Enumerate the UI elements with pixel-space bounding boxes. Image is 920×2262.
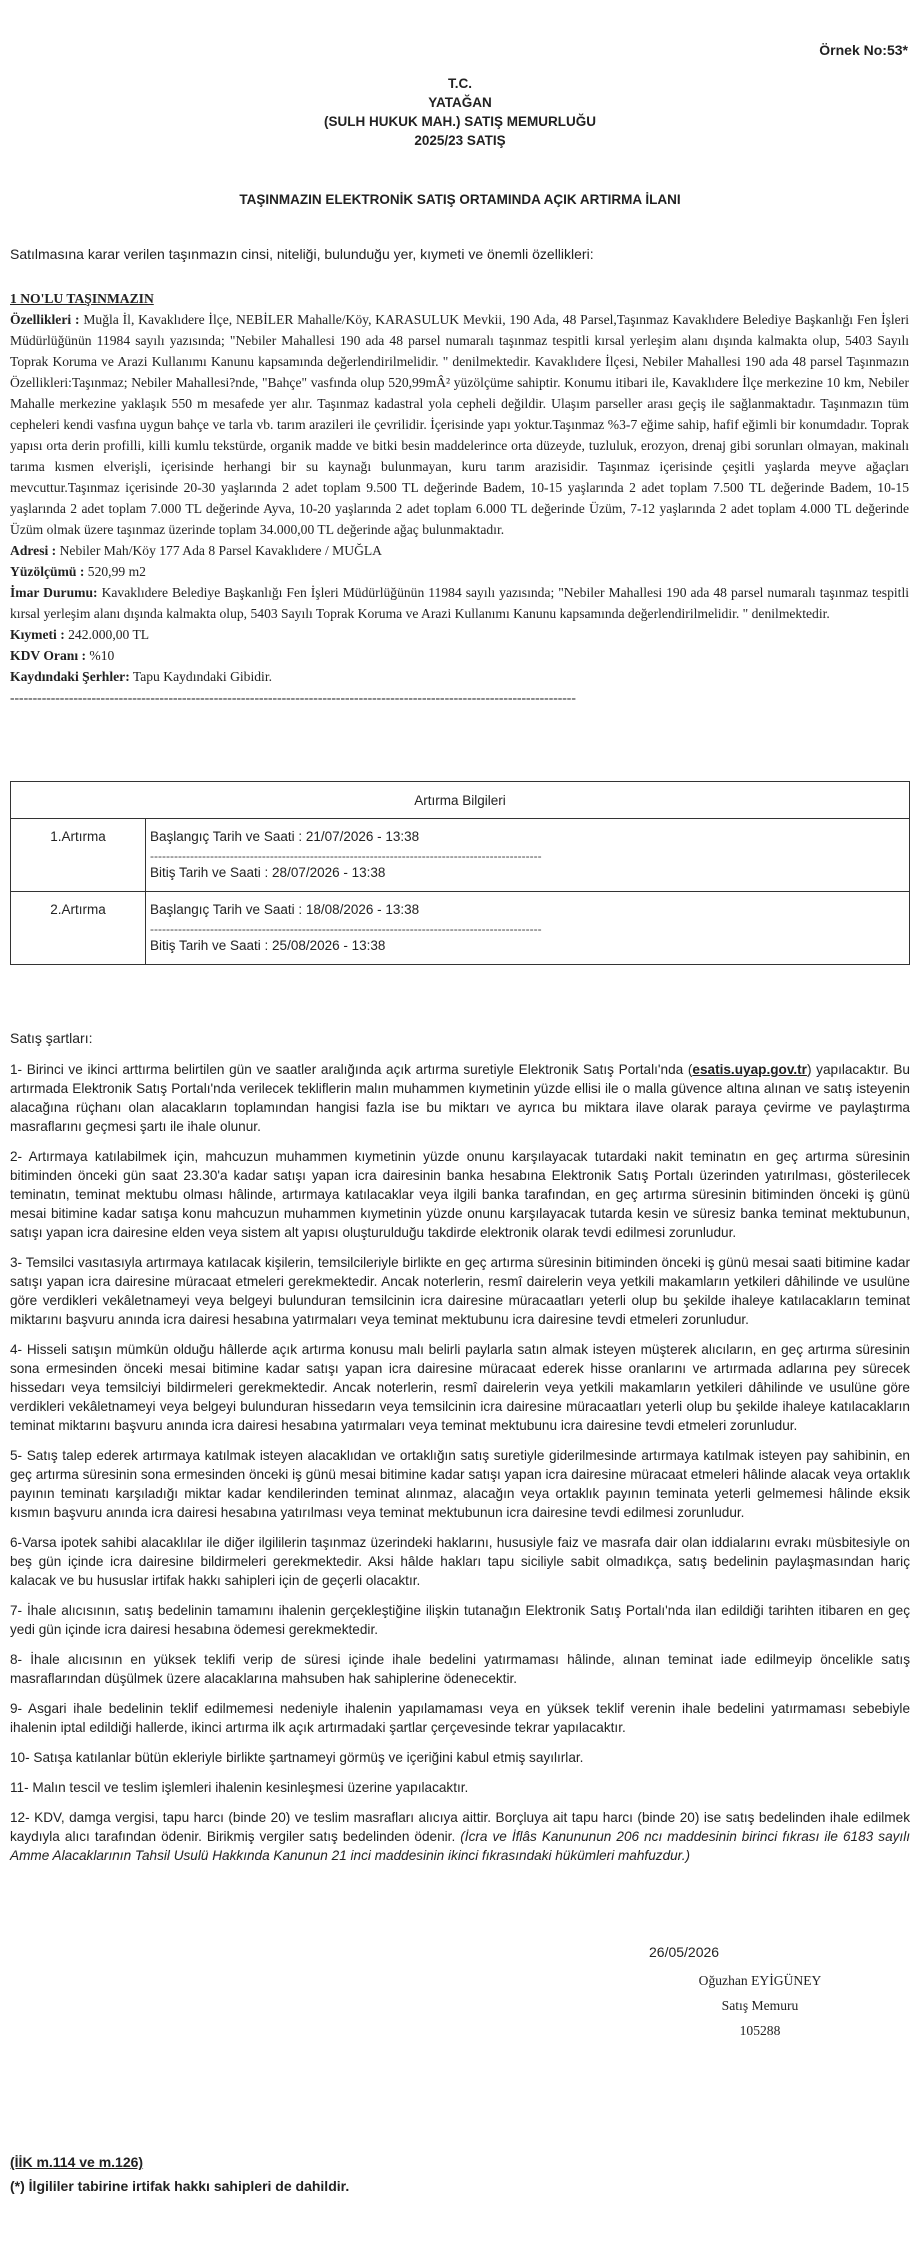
zoning-text: Kavaklıdere Belediye Başkanlığı Fen İşleri Müdürlüğünün 11984 sayılı yazısında; "Nebiler Mahallesi 190 ada 48 parsel numaralı taşınmaz tespitli kırsal yerleşim alanı dışında kalmakta olup, 5403 Sayılı Toprak Koruma ve Arazi Kullanımı Kanunu kapsamında değerlendirilmelidir. " denilmektedir. — [10, 585, 909, 621]
header-office: (SULH HUKUK MAH.) SATIŞ MEMURLUĞU — [324, 114, 596, 129]
announcement-title: TAŞINMAZIN ELEKTRONİK SATIŞ ORTAMINDA AÇIK ARTIRMA İLANI — [239, 192, 681, 207]
officer-id: 105288 — [739, 2023, 781, 2038]
auction-row-separator: -------------------------------------------------------------------------------------------------- — [150, 922, 542, 936]
property-value — [10, 624, 909, 645]
address-text: Nebiler Mah/Köy 177 Ada 8 Parsel Kavaklıdere / MUĞLA — [56, 543, 383, 558]
condition-12-legal-note: (İcra ve İflâs Kanununun 206 ncı maddesinin birinci fıkrası ile 6183 sayılı Amme Alacaklarının Tahsil Usulü Hakkında Kanunun 21 inci maddesinin ikinci fıkrasındaki hükümleri mahfuzdur.) — [10, 1829, 910, 1863]
auction-end-datetime: Bitiş Tarih ve Saati : 25/08/2026 - 13:38 — [150, 938, 386, 953]
sale-conditions-title: Satış şartları: — [10, 1030, 93, 1046]
condition-item — [10, 1060, 910, 1136]
auction-round-name: 2.Artırma — [11, 892, 146, 965]
property-annotations — [10, 666, 909, 687]
property-zoning — [10, 582, 909, 624]
property-features — [10, 309, 909, 540]
condition-item: 7- İhale alıcısının, satış bedelinin tamamını ihalenin gerçekleştiğine ilişkin tutanağın Elektronik Satış Portalı'nda ilan edildiği tarihten itibaren en geç yedi gün içinde icra dairesi hesabına ödemesi gerekmektedir. — [10, 1603, 910, 1637]
area-text: 520,99 m2 — [84, 564, 146, 579]
condition-1-text: 1- Birinci ve ikinci arttırma belirtilen gün ve saatler aralığında açık artırma suretiyle Elektronik Satış Portalı'nda ( — [10, 1062, 693, 1077]
header-city: YATAĞAN — [428, 95, 492, 110]
property-details — [10, 288, 909, 708]
annotations-text: Tapu Kaydındaki Gibidir. — [129, 669, 272, 684]
header-tc: T.C. — [447, 76, 472, 91]
zoning-label: İmar Durumu: — [10, 585, 98, 600]
auction-info-table — [10, 781, 910, 965]
header-file-number: 2025/23 SATIŞ — [414, 133, 506, 148]
auction-row-separator: -------------------------------------------------------------------------------------------------- — [150, 849, 542, 863]
features-text: Muğla İl, Kavaklıdere İlçe, NEBİLER Mahalle/Köy, KARASULUK Mevkii, 190 Ada, 48 Parsel,Taşınmaz Kavaklıdere Belediye Başkanlığı Fen İşleri Müdürlüğünün 11984 sayılı yazısında; "Nebiler Mahallesi 190 ada 48 parsel numaralı taşınmaz tespitli kırsal yerleşim alanı dışında kalmakta olup, 5403 Sayılı Toprak Koruma ve Arazi Kullanımı Kanunu kapsamında değerlendirilmelidir. " denilmektedir. Kavaklıdere İlçesi, Nebiler Mahallesi 190 ada 48 parsel Taşınmazın Özellikleri:Taşınmaz; Nebiler Mahallesi?nde, "Bahçe" vasfında olup 520,99mÂ² yüzölçüme sahiptir. Konumu itibari ile, Kavaklıdere İlçe merkezine 10 km, Nebiler Mahalle merkezine yaklaşık 550 m mesafede yer alır. Taşınmaz kadastral yola cepheli değildir. Ulaşım parseller arası geçiş ile sağlanmaktadır. Taşınmazın tüm cepheleri kendi vasfına uygun bahçe ve tarla vb. tarım arazileri ile çevrilidir. İçerisinde yapı yoktur.Taşınmaz %3-7 eğime sahip, hafif eğimli bir konumdadır. Toprak yapısı orta derin profilli, killi kumlu tekstürde, organik madde ve bitki besin maddelerince orta düzeyde, tuzluluk, erozyon, drenaj gibi sorunları olmayan, makinalı tarıma kısmen elverişli, içerisinde herhangi bir su kaynağı bulunmayan, kuru tarım arazisidir. Taşınmaz içerisinde çeşitli yaşlarda meyve ağaçları mevcuttur.Taşınmaz içerisinde 20-30 yaşlarında 2 adet toplam 9.500 TL değerinde Badem, 10-15 yaşlarında 2 adet toplam 7.500 TL değerinde Badem, 10-15 yaşlarında 2 adet toplam 7.000 TL değerinde Ayva, 10-20 yaşlarında 2 adet toplam 6.000 TL değerinde Üzüm, 7-12 yaşlarında 2 adet toplam 4.000 TL değerinde Üzüm olmak üzere taşınmaz üzerinde toplam 34.000,00 TL değerinde ağaç bulunmaktadır. — [10, 312, 910, 537]
legal-reference: (İİK m.114 ve m.126) — [10, 2154, 144, 2170]
condition-item: 8- İhale alıcısının en yüksek teklifi verip de süresi içinde ihale bedelini yatırmaması hâlinde, alınan teminat iade edilmeyip öncelikle satış masraflarından düşülmek üzere alacaklarına mahsuben hak sahiplerine ödenecektir. — [10, 1652, 910, 1686]
condition-1-text-cont: ) yapılacaktır. Bu artırmada Elektronik Satış Portalı'nda verilecek tekliflerin malın muhammen kıymetinin yüzde ellisi ile o malla güvence altına alınan ve satış isteyenin alacağına rüçhanı olan alacakların toplamından hangisi fazla ise bu miktarı ve ayrıca bu miktara ilave olarak paraya çevirme ve paylaştırma masraflarını geçmesi şartı ile ihale olunur. — [10, 1062, 910, 1134]
condition-item: 4- Hisseli satışın mümkün olduğu hâllerde açık artırma konusu malı belirli paylarla satın almak isteyen müşterek alıcıların, en geç artırma süresinin sona ermesinden önceki mesai bitimine kadar satışı yapan icra dairesine müracaat ederek hisse oranlarını ve artırmada adlarına pey sürecek hissedarı veya temsilciyi bildirmeleri gerekmektedir. Ancak noterlerin, resmî dairelerin veya yetkili makamların yetkileri dâhilinde ve usulüne göre verdikleri vekâletnameyi veya belgeyi bulunduran hissedarın veya temsilcinin icra dairesine müracaatları yeterli olup bu şekilde ihaleye katılacakların teminat miktarını başvuru anında icra dairesi hesabına yatırmaları veya teminat mektubunu icra dairesine tevdi etmeleri zorunludur. — [10, 1342, 910, 1433]
condition-item: 6-Varsa ipotek sahibi alacaklılar ile diğer ilgililerin taşınmaz üzerindeki haklarını, hususiyle faiz ve masrafa dair olan iddialarını evrakı müsbitesiyle on beş gün içinde icra dairesine bildirmeleri gerekmektedir. Aksi hâlde hakları tapu siciliyle sabit olmadıkça, satış bedelinin paylaşmasından hariç kalacak ve bu hususlar irtifak hakkı sahipleri için de geçerli olacaktır. — [10, 1535, 910, 1588]
condition-item: 3- Temsilci vasıtasıyla artırmaya katılacak kişilerin, temsilcileriyle birlikte en geç artırma süresinin bitiminden önceki iş günü mesai saati bitimine kadar satışı yapan icra dairesine müracaat etmeleri gerekmektedir. Ancak noterlerin, resmî dairelerin veya yetkili makamların yetkileri dâhilinde ve usulüne göre verdikleri vekâletnameyi veya belgeyi bulunduran temsilcinin icra dairesine müracaatları yeterli olup bu şekilde ihaleye katılacakların teminat miktarını başvuru anında icra dairesi hesabına yatırmaları veya teminat mektubunu icra dairesine tevdi etmeleri zorunludur. — [10, 1255, 910, 1327]
property-vat — [10, 645, 909, 666]
table-row — [11, 819, 910, 892]
condition-item — [10, 1808, 910, 1865]
property-separator: ----------------------------------------------------------------------------------------------------------------------------- — [10, 690, 576, 705]
property-address — [10, 540, 909, 561]
area-label: Yüzölçümü : — [10, 564, 85, 579]
condition-item: 2- Artırmaya katılabilmek için, mahcuzun muhammen kıymetinin yüzde onunu karşılayacak tutardaki nakit teminatın en geç artırma süresinin bitiminden önceki gün saat 23.30'a kadar satışı yapan icra dairesinin banka hesabına Elektronik Satış Portalı üzerinden yatırılması, gösterilecek teminatın, teminat mektubu olması hâlinde, artırmaya katılacaklar veya ilgili banka tarafından, en geç artırma süresinin bitiminden önceki iş günü mesai bitimine kadar satışa konu mahcuzun muhammen kıymetinin yüzde onunu karşılayacak tutarda kesin ve süresiz banka teminat mektubunun, satışı yapan icra dairesine elden veya sistem alt yapısı oluşturulduğu takdirde elektronik olarak tevdi edilmesi zorunludur. — [10, 1149, 910, 1240]
ornek-number: Örnek No:53* — [819, 42, 908, 58]
auction-round-name: 1.Artırma — [11, 819, 146, 892]
intro-text: Satılmasına karar verilen taşınmazın cinsi, niteliği, bulunduğu yer, kıymeti ve önemli özellikleri: — [10, 246, 594, 262]
value-label: Kıymeti : — [10, 627, 65, 642]
value-text: 242.000,00 TL — [64, 627, 150, 642]
property-area — [10, 561, 909, 582]
auction-table-title: Artırma Bilgileri — [11, 782, 910, 819]
officer-title: Satış Memuru — [721, 1998, 799, 2013]
vat-text: %10 — [86, 648, 115, 663]
condition-item: 10- Satışa katılanlar bütün ekleriyle birlikte şartnameyi görmüş ve içeriğini kabul etmiş sayılırlar. — [10, 1750, 584, 1765]
esatis-link[interactable]: esatis.uyap.gov.tr — [692, 1062, 807, 1077]
footnote: (*) İlgililer tabirine irtifak hakkı sahipleri de dahildir. — [10, 2178, 350, 2194]
auction-round-dates — [146, 819, 910, 892]
document-footer — [10, 2150, 349, 2198]
condition-item: 9- Asgari ihale bedelinin teklif edilmemesi nedeniyle ihalenin yapılamaması veya en yüksek teklif verenin ihale bedelini yatırmaması sebebiyle ihalenin iptal edildiği hallerde, ikinci artırma ilk açık artırmadaki şartlar çerçevesinde tekrar yapılacaktır. — [10, 1701, 910, 1735]
auction-round-dates — [146, 892, 910, 965]
annotations-label: Kaydındaki Şerhler: — [10, 669, 130, 684]
sale-conditions — [10, 1060, 910, 1876]
condition-12-text: 12- KDV, damga vergisi, tapu harcı (binde 20) ve teslim masrafları alıcıya aittir. Borçluya ait tapu harcı (binde 20) ise satış bedelinden ihale edilmek kaydıyla alıcı tarafından ödenir. Birikmiş vergiler satış bedelinden ödenir. — [10, 1810, 910, 1844]
document-date: 26/05/2026 — [649, 1944, 720, 1960]
auction-start-datetime: Başlangıç Tarih ve Saati : 21/07/2026 - 13:38 — [150, 829, 420, 844]
vat-label: KDV Oranı : — [10, 648, 87, 663]
auction-start-datetime: Başlangıç Tarih ve Saati : 18/08/2026 - 13:38 — [150, 902, 420, 917]
officer-name: Oğuzhan EYİGÜNEY — [698, 1973, 822, 1988]
condition-item: 5- Satış talep ederek artırmaya katılmak isteyen alacaklıdan ve ortaklığın satış suretiyle giderilmesinde artırmaya katılmak isteyen pay sahibinin, en geç artırma süresinin sona ermesinden önceki iş günü mesai bitimine kadar satışı yapan icra dairesine müracaat etmeleri hâlinde alacak veya ortaklık payının teminatı karşıladığı miktar kadar kendilerinden teminat alınmaz, alacağın veya ortaklık payının teminata yeterli gelmemesi hâlinde eksik kısmın başvuru anında icra dairesi hesabına yatırılması veya teminat mektubunun icra dairesine tevdi edilmesi zorunludur. — [10, 1448, 910, 1520]
signature-block — [660, 1968, 860, 2043]
table-row — [11, 892, 910, 965]
auction-end-datetime: Bitiş Tarih ve Saati : 28/07/2026 - 13:38 — [150, 865, 386, 880]
address-label: Adresi : — [10, 543, 57, 558]
features-label: Özellikleri : — [10, 312, 80, 327]
document-header — [0, 74, 920, 150]
condition-item: 11- Malın tescil ve teslim işlemleri ihalenin kesinleşmesi üzerine yapılacaktır. — [10, 1780, 469, 1795]
property-heading: 1 NO'LU TAŞINMAZIN — [10, 291, 154, 306]
